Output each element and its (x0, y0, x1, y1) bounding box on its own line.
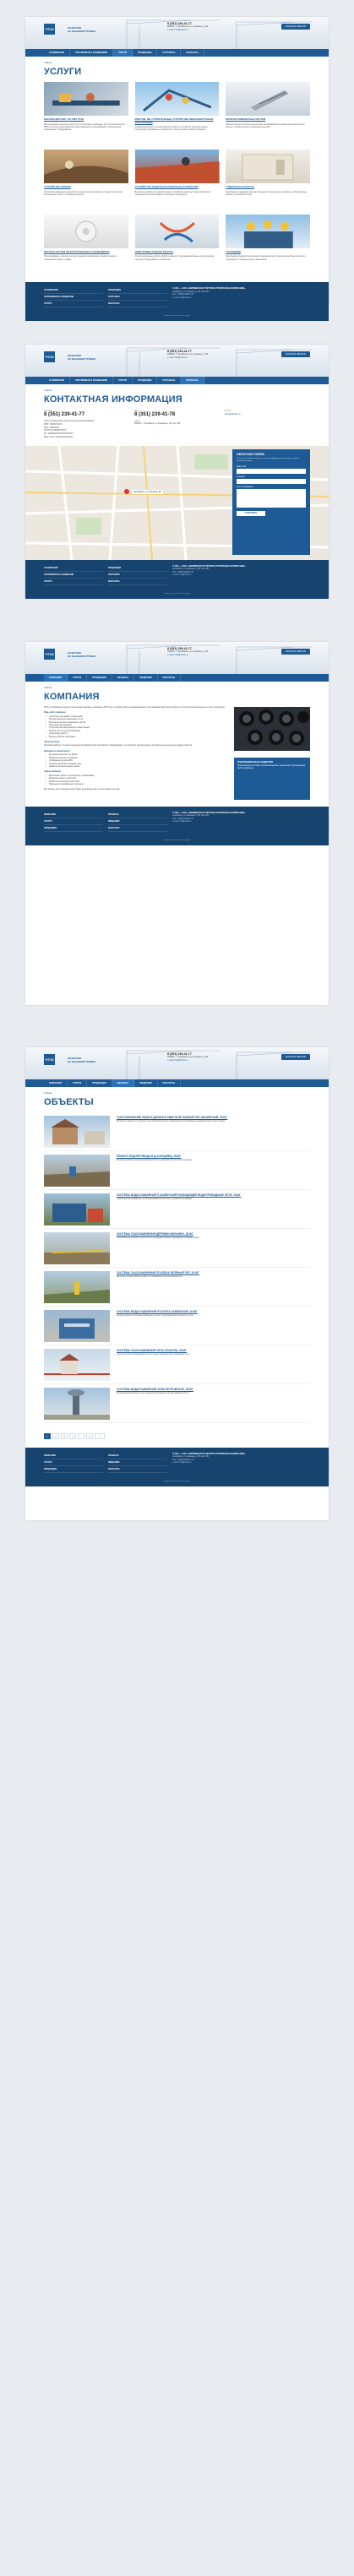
nav-item[interactable]: ПРОДУКЦИЯ (87, 674, 112, 682)
list-item: • Благоустройство территорий (49, 736, 227, 739)
logo-sub-1: КАЧЕСТВО (68, 1056, 82, 1060)
footer-info (172, 287, 310, 307)
list-item: • Прокладка газопроводов (49, 725, 227, 727)
main-nav (25, 377, 329, 384)
message-textarea[interactable] (237, 489, 306, 508)
header-address: 454091, г. Челябинск, ул. Елькина, д. 59 (167, 353, 208, 356)
service-desc: Компания выполняет полный комплекс работ по устройству железобетонных конструкций: фундаменты, перекрытия, стены и колонны любой сложности. (134, 126, 208, 132)
feedback-form (232, 449, 310, 555)
list-item: • Соблюдение сроков работ (49, 760, 227, 763)
footer-col-2 (108, 565, 167, 585)
footer-phone[interactable]: Тел.: 8 (351) 239-41-77 (172, 817, 194, 820)
feedback-title: ОБРАТНАЯ СВЯЗЬ (237, 452, 265, 456)
nav-item[interactable]: ПАРТНЕРЫ (157, 49, 181, 57)
object-item[interactable] (44, 1268, 310, 1307)
object-desc: Выполнен полный комплекс работ по газификации поселка Зеленый Лог. (117, 1276, 183, 1278)
object-image (44, 1349, 110, 1381)
service-card[interactable] (44, 149, 128, 209)
object-title[interactable]: СИСТЕМА ГАЗОСНАБЖЕНИЯ ДЕРЕВНИ МАРЬИНО, 2016Г. (117, 1232, 193, 1236)
object-image (44, 1271, 110, 1303)
contact-fax-block (134, 410, 220, 420)
page-link[interactable]: 3 (61, 1433, 68, 1439)
header-phone[interactable]: 8 (351) 239-41-77 (167, 22, 192, 25)
footer-link[interactable]: КОНТАКТЫ (108, 825, 167, 832)
section-heading: Виды работ компании: (44, 712, 67, 715)
list-item: • Монтаж внутренних инженерных систем (49, 722, 227, 725)
footer-link[interactable]: УСЛУГИ (44, 579, 103, 585)
nav-item-active[interactable]: КОНТАКТЫ (181, 377, 204, 384)
service-title[interactable]: ЭЛЕКТРОМОНТАЖНЫЕ РАБОТЫ (134, 249, 174, 253)
object-item[interactable] (44, 1307, 310, 1345)
service-image (135, 215, 220, 248)
breadcrumb-home[interactable]: Главная (44, 389, 52, 392)
company-text (44, 707, 227, 800)
footer-link[interactable]: ОБЪЕКТЫ (108, 1453, 167, 1459)
footer-address: Челябинск, ул. Елькина, д. 59, оф. 405 (172, 814, 209, 818)
service-desc: Выполнение функций генерального подрядчика при строительстве объектов жилого, социального и промышленного назначения. (226, 255, 307, 261)
page-title: КОМПАНИЯ (44, 692, 100, 702)
service-image (44, 215, 128, 248)
company-intro: ООО «Челябинская торгово-строительная компания» основана в 2007 году и за время работы зарекомендовала себя надежным партнером в области строительства инженерных сетей и сооружений. (44, 707, 226, 709)
map[interactable] (25, 446, 329, 560)
logo-sub-2: НА ВЫСШЕМ УРОВНЕ (68, 1059, 96, 1063)
breadcrumb-home[interactable]: Главная (44, 62, 52, 64)
object-title[interactable]: СИСТЕМА ВОДОСНАБЖЕНИЯ ПОСЕЛКА КАМЕНСКИЙ, 2016Г. (117, 1310, 198, 1313)
footer-link[interactable]: ПРОДУКЦИЯ (44, 825, 103, 832)
service-card[interactable] (135, 149, 220, 209)
header-address: 454091, г. Челябинск, ул. Елькина, д. 59 (167, 1056, 208, 1058)
screen-contacts (25, 345, 329, 598)
footer-info (172, 1453, 310, 1473)
logo[interactable] (44, 1054, 95, 1065)
list-item: • Строительство водопроводов и канализации (49, 727, 227, 730)
header (25, 17, 329, 49)
detail-line: Банк: ПАО «Челябинвестбанк» (44, 435, 74, 438)
nav-item-active[interactable]: ОБЪЕКТЫ (112, 1079, 135, 1087)
header-phone[interactable]: 8 (351) 239-41-77 (167, 350, 192, 353)
object-item[interactable] (44, 1190, 310, 1229)
service-title[interactable]: ОТДЕЛОЧНЫЕ РАБОТЫ (226, 185, 254, 189)
service-card[interactable] (135, 215, 220, 274)
footer-link[interactable]: КОМПАНИЯ (44, 1453, 103, 1459)
contact-email[interactable]: info@chtsk.ru (225, 412, 241, 416)
nav-item[interactable]: УСЛУГИ (68, 674, 87, 682)
footer-link[interactable]: ПРОДУКЦИЯ (108, 287, 167, 294)
contact-label: Адрес: (134, 420, 141, 422)
header-email[interactable]: e-mail: info@chtsk.ru (167, 654, 188, 656)
object-item[interactable] (44, 1112, 310, 1151)
footer-link[interactable]: ПАРТНЕРЫ (108, 294, 167, 301)
breadcrumb (25, 682, 329, 689)
field-label: Текст сообщения (237, 485, 253, 488)
nav-item-active[interactable]: УСЛУГИ (113, 49, 133, 57)
header-contacts (167, 350, 208, 360)
footer-link[interactable]: КОНТАКТЫ (108, 301, 167, 307)
service-title[interactable]: МОНТАЖ СИСТЕМ ПОЖАРОТУШЕНИЯ И ОПОВЕЩЕНИЯ (44, 249, 110, 253)
pipes-image (234, 707, 310, 751)
goals-list (44, 775, 227, 787)
service-title[interactable]: МОНТАЖ ДЛЯ СИП, ПЭ, ПВХ ТРУБ (44, 117, 84, 121)
object-item[interactable] (44, 1151, 310, 1190)
service-desc: Устройство кровельных покрытий из современных материалов. Гарантия качества выполненных работ и соблюдение сроков. (44, 190, 123, 196)
header (25, 1047, 329, 1079)
service-card[interactable] (44, 215, 128, 274)
breadcrumb (25, 384, 329, 392)
service-image (44, 149, 128, 183)
header-contacts (167, 1052, 208, 1062)
object-image (44, 1310, 110, 1342)
company-sidebar (234, 707, 310, 800)
contact-phone[interactable]: 8 (351) 239-41-77 (44, 412, 85, 417)
nav-item[interactable]: ПРОДУКЦИЯ (133, 377, 157, 384)
field-label: Ваше имя (237, 465, 247, 468)
map-pin-icon (124, 489, 129, 494)
company-outro: Мы открыты для сотрудничества и будем рады видеть вас в числе наших клиентов. (44, 788, 120, 791)
footer-company: © 2015 — ООО «ЧЕЛЯБИНСКАЯ ТОРГОВО-СТРОИТЕЛЬНАЯ КОМПАНИЯ» (172, 812, 246, 814)
logo-mark: ЧТСК (44, 24, 55, 35)
main-nav (25, 674, 329, 682)
send-button[interactable]: ОТПРАВИТЬ (237, 511, 265, 516)
screen-services (25, 17, 329, 318)
footer-company: © 2015 — ООО «ЧЕЛЯБИНСКАЯ ТОРГОВО-СТРОИТЕЛЬНАЯ КОМПАНИЯ» (172, 287, 246, 291)
object-title[interactable]: СИСТЕМА ГАЗОСНАБЖЕНИЯ СЕЛА АЛАКУЛЬ, 2016Г. (117, 1349, 188, 1352)
callback-button[interactable]: ЗАКАЗАТЬ ЗВОНОК (281, 1054, 310, 1060)
service-card[interactable] (226, 149, 310, 209)
footer-link[interactable]: КОМПАНИЯ (44, 812, 103, 818)
company-content (25, 707, 329, 807)
service-image (44, 82, 128, 116)
logo-mark: ЧТСК (44, 649, 55, 660)
service-image (135, 149, 220, 183)
logo[interactable] (44, 649, 95, 660)
header-address: 454091, г. Челябинск, ул. Елькина, д. 59 (167, 25, 208, 28)
object-title[interactable]: ГАЗОСНАБЖЕНИЕ ЖИЛЫХ ДОМОВ В КВАРТАЛЕ ЮЖНЫЙ ПОС.ВАСЮРНЫЙ, 2016Г. (117, 1116, 228, 1119)
footer-link[interactable]: СЕРТИФИКАТЫ И ЛИЦЕНЗИИ (44, 294, 103, 301)
section-heading: Наши партнеры: (44, 742, 60, 744)
nav-item[interactable]: УСЛУГИ (68, 1079, 87, 1087)
list-item: • Повышение квалификации персонала (49, 784, 227, 786)
contact-label: Телефон: (44, 410, 53, 412)
logo-mark: ЧТСК (44, 1054, 55, 1065)
footer-link[interactable]: О КОМПАНИИ (44, 287, 103, 294)
object-title[interactable]: РЕМОНТ ВОДОПРОВОДА В Д.ХОЛОДНЕЦ, 2016Г. (117, 1155, 182, 1158)
footer-company: © 2015 — ООО «ЧЕЛЯБИНСКАЯ ТОРГОВО-СТРОИТЕЛЬНАЯ КОМПАНИЯ» (172, 1453, 246, 1455)
footer (25, 1448, 329, 1486)
footer-dev[interactable]: Разработка сайта: веб-студия (164, 1481, 190, 1482)
logo-sub-2: НА ВЫСШЕМ УРОВНЕ (68, 356, 96, 361)
objects-list (25, 1112, 329, 1428)
footer-dev[interactable]: Разработка сайта: веб-студия (164, 315, 190, 318)
logo-sub-2: НА ВЫСШЕМ УРОВНЕ (68, 654, 96, 658)
nav-item[interactable]: ЛИЦЕНЗИИ (134, 674, 158, 682)
main-nav (25, 1079, 329, 1087)
header-contacts (167, 22, 208, 32)
footer-link[interactable]: ОБЪЕКТЫ (108, 812, 167, 818)
contacts-addr (25, 420, 329, 439)
footer (25, 282, 329, 321)
service-desc: Монтаж систем отопления, вентиляции, водоснабжения и канализации на объектах жилого и промышленного назначения под ключ. (226, 122, 305, 128)
footer-link[interactable]: ЛИЦЕНЗИИ (108, 818, 167, 825)
footer-email[interactable]: e-mail: info@chtsk.ru (172, 296, 192, 299)
object-title[interactable]: СИСТЕМА ГАЗОСНАБЖЕНИЯ ПОСЕЛКА ЗЕЛЕНЫЙ ЛОГ, 2016Г. (117, 1271, 199, 1274)
footer-col-2 (108, 1453, 167, 1473)
logo-mark: ЧТСК (44, 351, 55, 362)
service-title[interactable]: МОНТАЖ ИНЖЕНЕРНЫХ СИСТЕМ (226, 117, 266, 121)
nav-item[interactable]: КОНТАКТЫ (158, 1079, 182, 1087)
header-phone[interactable]: 8 (351) 239-41-77 (167, 1052, 192, 1056)
object-desc: Монтаж водопроводных сетей и водонапорной башни для водоснабжения села. (117, 1393, 189, 1394)
logo-sub-2: НА ВЫСШЕМ УРОВНЕ (68, 29, 96, 33)
nav-item-active[interactable]: КОМПАНИЯ (44, 674, 68, 682)
object-image (44, 1193, 110, 1226)
header-contacts (167, 647, 208, 657)
footer-dev[interactable]: Разработка сайта: веб-студия (164, 592, 190, 595)
object-desc: Строительство разводящих сетей водоснабжения поселка с устройством колодцев. (117, 1198, 193, 1200)
object-item[interactable] (44, 1229, 310, 1268)
promo-title: ИЗОЛЯЦИОННЫЕ ИЗДЕЛИЯ (237, 760, 273, 764)
nav-item[interactable]: ЛИЦЕНЗИИ (134, 1079, 158, 1087)
nav-item[interactable]: СЕРТИФИКАТЫ И ЛИЦЕНЗИИ (70, 49, 113, 57)
list-item: • Развитие производственной базы (49, 781, 227, 784)
screen-company (25, 642, 329, 1005)
footer-link[interactable]: УСЛУГИ (44, 1459, 103, 1466)
detail-line: ООО «Челябинская торгово-строительная компания» (44, 420, 95, 422)
footer-link[interactable]: ПРОДУКЦИЯ (44, 1466, 103, 1473)
footer-col-1 (44, 1453, 103, 1473)
logo[interactable] (44, 351, 95, 362)
object-image (44, 1155, 110, 1187)
footer-address: Челябинск, ул. Елькина, д. 59, оф. 405 (172, 568, 209, 571)
service-image (135, 82, 220, 116)
breadcrumb (25, 57, 329, 64)
list-item: • Монтаж наружных инженерных сетей (49, 719, 227, 721)
list-item: • Гарантия на выполненные работы (49, 766, 227, 769)
nav-item[interactable]: ОБЪЕКТЫ (112, 674, 135, 682)
header (25, 642, 329, 674)
footer-link[interactable]: ПАРТНЕРЫ (108, 572, 167, 579)
footer-info (172, 812, 310, 832)
service-image (226, 82, 310, 116)
footer-company: © 2015 — ООО «ЧЕЛЯБИНСКАЯ ТОРГОВО-СТРОИТЕЛЬНАЯ КОМПАНИЯ» (172, 564, 246, 568)
object-desc: Газоснабжение деревни: строительство распределительного газопровода и вводов в дома. (117, 1237, 199, 1239)
header-email[interactable]: e-mail: info@chtsk.ru (167, 1059, 188, 1062)
contacts-main (25, 410, 329, 420)
section-heading: Принципы в нашей работе: (44, 750, 71, 753)
footer-address: Челябинск, ул. Елькина, д. 59, оф. 405 (172, 290, 209, 293)
callback-button[interactable]: ЗАКАЗАТЬ ЗВОНОК (281, 24, 310, 30)
service-desc: Мы предлагаем широкий спектр услуг по монтажу и прокладке труб из полиэтилена и ПВХ для систем водоснабжения, водоотведения и газоснабжения с применением современного оборудования. (44, 122, 125, 131)
page-link-active[interactable]: 1 (44, 1433, 51, 1439)
page-title: УСЛУГИ (44, 67, 82, 77)
contact-address: 454091, г. Челябинск, ул. Елькина, д. 59, оф. 405 (134, 422, 181, 425)
footer-email[interactable]: e-mail: info@chtsk.ru (172, 1461, 192, 1465)
callback-button[interactable]: ЗАКАЗАТЬ ЗВОНОК (281, 351, 310, 357)
service-card[interactable] (44, 82, 128, 144)
footer-link[interactable]: КОНТАКТЫ (108, 1466, 167, 1473)
nav-item[interactable]: УСЛУГИ (113, 377, 133, 384)
footer-link[interactable]: ПРОДУКЦИЯ (108, 565, 167, 572)
section-heading: Задачи компании: (44, 771, 62, 774)
object-image (44, 1232, 110, 1264)
services-grid (25, 82, 329, 282)
footer-email[interactable]: e-mail: info@chtsk.ru (172, 573, 192, 576)
nav-item[interactable]: СЕРТИФИКАТЫ И ЛИЦЕНЗИИ (70, 377, 113, 384)
footer-phone[interactable]: Тел.: 8 (351) 239-41-77 (172, 570, 194, 573)
header-address: 454091, г. Челябинск, ул. Елькина, д. 59 (167, 650, 208, 653)
service-title[interactable]: УСТРОЙСТВО КРОВЛИ (44, 185, 71, 189)
list-item: • Строительство зданий и сооружений (49, 716, 227, 719)
service-title[interactable]: ГЕНПОДРЯД (226, 249, 241, 253)
list-item: • Отделочные работы (49, 733, 227, 736)
footer-col-1 (44, 812, 103, 832)
nav-item[interactable]: ПРОДУКЦИЯ (87, 1079, 112, 1087)
company-details (44, 420, 129, 439)
list-item: • Выполнение работ в соответствии с нормативами (49, 775, 227, 778)
header-email[interactable]: e-mail: info@chtsk.ru (167, 356, 188, 359)
page-title: ОБЪЕКТЫ (44, 1097, 94, 1107)
list-item: • Контроль качества на каждом этапе (49, 764, 227, 766)
footer-dev[interactable]: Разработка сайта: веб-студия (164, 840, 190, 841)
page-link[interactable]: 4 (69, 1433, 76, 1439)
logo-sub-1: КАЧЕСТВО (68, 650, 82, 655)
service-title[interactable]: УСТРОЙСТВО ЗАЩИТНЫХ КРОВЕЛЬНЫХ ПОКРЫТИЙ (134, 185, 199, 189)
phone-input[interactable] (237, 479, 306, 484)
footer-link[interactable]: УСЛУГИ (44, 818, 103, 825)
service-image (226, 215, 310, 248)
list-item: • Внедрение новых технологий (49, 778, 227, 780)
footer-link[interactable]: УСЛУГИ (44, 301, 103, 307)
nav-item[interactable]: О КОМПАНИИ (44, 377, 70, 384)
footer-email[interactable]: e-mail: info@chtsk.ru (172, 820, 192, 823)
object-title[interactable]: СИСТЕМА ВОДОСНАБЖЕНИЯ СЕЛА ПЕТРОВСКОЕ, 2016Г. (117, 1388, 194, 1391)
page-link[interactable]: 6 (86, 1433, 93, 1439)
footer-info (172, 565, 310, 585)
footer-col-2 (108, 287, 167, 307)
object-desc: Реконструкция системы водоснабжения поселка с прокладкой магистральных сетей. (117, 1315, 193, 1317)
footer-address: Челябинск, ул. Елькина, д. 59, оф. 405 (172, 1455, 209, 1459)
header (25, 345, 329, 377)
footer-col-1 (44, 565, 103, 585)
footer (25, 560, 329, 599)
insulation-promo[interactable] (234, 758, 310, 800)
nav-item[interactable]: О КОМПАНИИ (44, 49, 70, 57)
footer-col-2 (108, 812, 167, 832)
kinds-list (44, 716, 227, 739)
nav-item[interactable]: КОНТАКТЫ (158, 674, 182, 682)
main-nav (25, 49, 329, 57)
header-email[interactable]: e-mail: info@chtsk.ru (167, 29, 188, 31)
object-image (44, 1116, 110, 1148)
service-title[interactable]: МОНТАЖ, ВВ, СТРОИТЕЛЬНЫЕ УСТРОЙСТВО ЖЕЛЕЗОБЕТОННЫХ КОНСТРУКЦИЙ (134, 117, 214, 124)
service-card[interactable] (226, 215, 310, 274)
detail-line: КПП: 745301001 (44, 426, 60, 429)
page-link[interactable]: 2 (52, 1433, 59, 1439)
nav-item[interactable]: ПРОДУКЦИЯ (133, 49, 157, 57)
service-desc: Проектирование и монтаж систем пожарной сигнализации, пожаротушения и оповещения людей о пожаре. (44, 255, 117, 261)
object-desc: Выполнены работы по строительству газопровода низкого давления для газоснабжения индивидуальных жилых домов. (117, 1121, 226, 1122)
footer-link[interactable]: СЕРТИФИКАТЫ И ЛИЦЕНЗИИ (44, 572, 103, 579)
object-desc: Строительство газопровода высокого и низкого давления для газификации села. (117, 1354, 190, 1356)
logo-sub-1: КАЧЕСТВО (68, 353, 82, 357)
object-title[interactable]: СИСТЕМА ВОДОСНАБЖЕНИЯ П.КАМЕНСКИЙ РАЗВОДЯЩЕЕ ВОДОПРОВОДНЫЕ СЕТИ, 2016Г. (117, 1193, 242, 1197)
footer (25, 807, 329, 845)
page-ellipsis: ... (78, 1433, 84, 1439)
object-image (44, 1388, 110, 1420)
footer-link[interactable]: КОНТАКТЫ (108, 579, 167, 585)
object-item[interactable] (44, 1345, 310, 1384)
service-card[interactable] (226, 82, 310, 144)
breadcrumb-home[interactable]: Главная (44, 687, 52, 689)
footer-col-1 (44, 287, 103, 307)
map-label: Челябинск, ул. Елькина, 59 (133, 490, 161, 493)
logo[interactable] (44, 24, 95, 35)
detail-line: ОГРН: 11374530XXXXX (44, 429, 67, 432)
footer-link[interactable]: О КОМПАНИИ (44, 565, 103, 572)
footer-link[interactable]: ЛИЦЕНЗИИ (108, 1459, 167, 1466)
nav-item[interactable]: КОМПАНИЯ (44, 1079, 68, 1087)
detail-line: Р/с: 40702810XXXXXXXXXXXX (44, 432, 74, 436)
header-phone[interactable]: 8 (351) 239-41-77 (167, 647, 192, 650)
list-item: • Профессионализм сотрудников (49, 758, 227, 760)
object-desc: Выполнен ремонт участка водопроводной сети с заменой труб на полиэтиленовые. (117, 1160, 193, 1161)
nav-item[interactable]: КОНТАКТЫ (181, 49, 204, 57)
contact-mail-block (225, 410, 310, 420)
breadcrumb-home[interactable]: Главная (44, 1092, 52, 1095)
list-item: • Монтаж систем электроснабжения (49, 731, 227, 733)
screen-objects (25, 1047, 329, 1520)
service-card[interactable] (135, 82, 220, 144)
partners-text: Компания работает со всеми ведущими производителями материалов и оборудования, что позволяет нам предлагать оптимальные решения для каждого объекта. (44, 745, 193, 747)
field-label: Телефон (237, 475, 245, 478)
next-page-button[interactable]: » (95, 1433, 105, 1439)
object-item[interactable] (44, 1384, 310, 1423)
contact-label: E-mail: (225, 410, 231, 412)
service-image (226, 149, 310, 183)
list-item: • Мы ценим клиентов и их время (49, 754, 227, 757)
service-desc: Выполняем работы по гидроизоляции и устройству защитных покрытий кровли с применением наплавляемых и мастичных материалов. (134, 190, 211, 196)
service-desc: Внутренняя и наружная отделка помещений: штукатурные, малярные, облицовочные работы и устройство полов. (226, 190, 307, 196)
principles-list (44, 754, 227, 769)
logo-sub-1: КАЧЕСТВО (68, 25, 82, 30)
contact-phone-block (44, 410, 129, 420)
contact-fax: 8 (351) 239-41-78 (134, 412, 176, 417)
feedback-text: Если у вас возникли вопросы, заполните форму и мы свяжемся с вами в ближайшее время. (237, 457, 300, 462)
contact-label: Факс: (134, 410, 140, 412)
callback-button[interactable]: ЗАКАЗАТЬ ЗВОНОК (281, 649, 310, 655)
promo-text: Производство и поставка теплоизоляционных изделий для трубопроводов любого диаметра. (237, 765, 305, 770)
footer-phone[interactable]: Тел.: 8 (351) 239-41-77 (172, 1458, 194, 1461)
name-input[interactable] (237, 469, 306, 474)
breadcrumb (25, 1087, 329, 1095)
nav-item[interactable]: ПАРТНЕРЫ (157, 377, 181, 384)
footer-phone[interactable]: Тел.: 8 (351) 239-41-77 (172, 293, 194, 296)
pagination (25, 1428, 329, 1448)
detail-line: ИНН: 7453XXXXXX (44, 422, 63, 426)
service-desc: Электромонтажные работы любой сложности: прокладка кабельных линий, монтаж щитового оборудования и освещения. (134, 255, 215, 261)
page-title: КОНТАКТНАЯ ИНФОРМАЦИЯ (44, 394, 182, 405)
contact-addr-block (134, 420, 220, 439)
